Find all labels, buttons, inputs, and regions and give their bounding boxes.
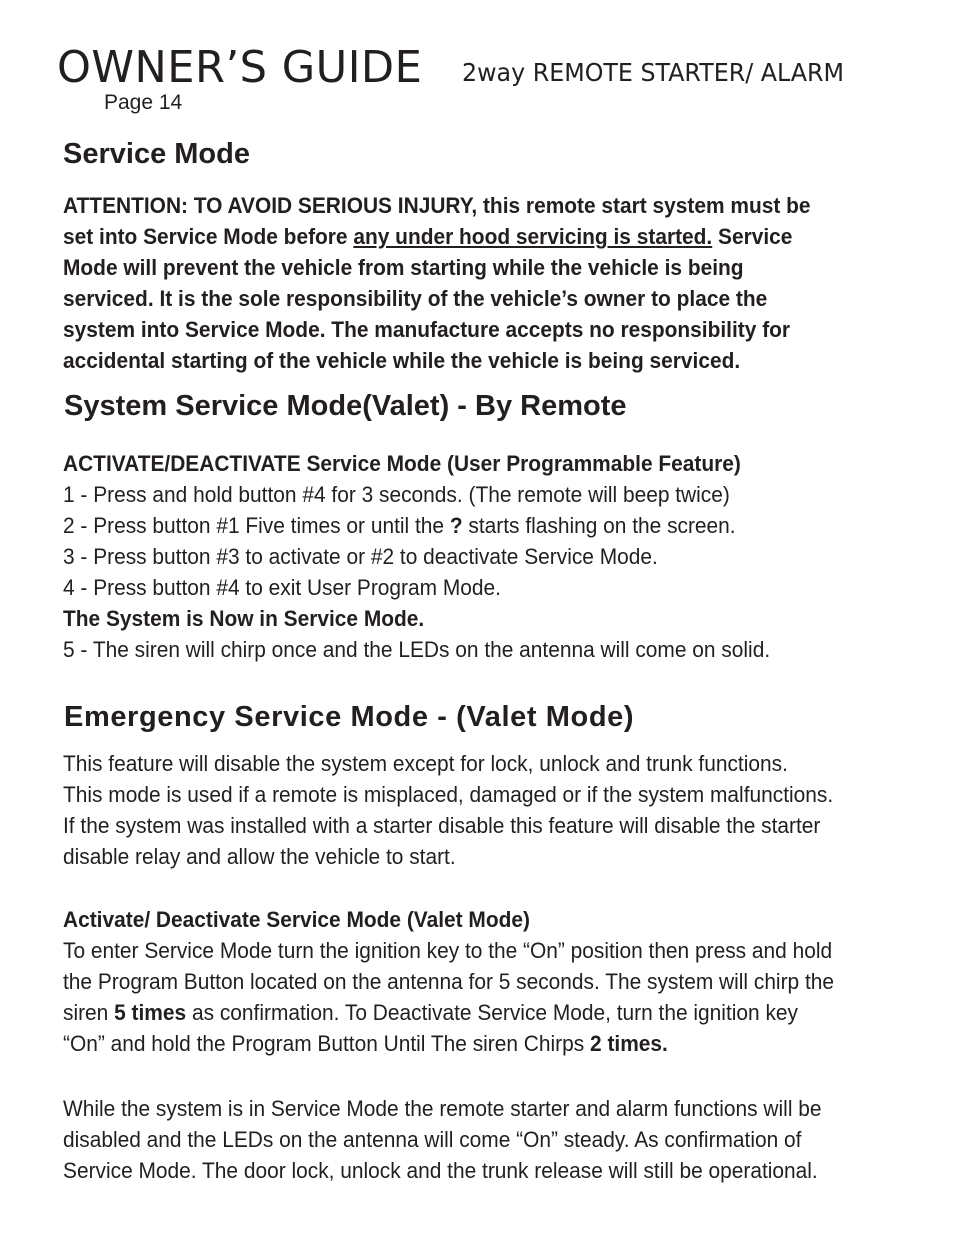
attention-line [63,221,880,252]
step-2 [63,510,880,541]
step-3: 3 - Press button #3 to activate or #2 to deactivate Service Mode. [63,544,658,569]
activate-subheading: Activate/ Deactivate Service Mode (Valet Mode) [63,907,530,932]
while-line: disabled and the LEDs on the antenna will come “On” steady. As confirmation of [63,1127,802,1152]
activate-line [63,997,880,1028]
while-line: While the system is in Service Mode the remote starter and alarm functions will be [63,1096,822,1121]
activate-paragraph [63,904,880,1059]
while-paragraph [63,1093,880,1186]
attention-text: Service [712,224,793,249]
attention-line: accidental starting of the vehicle while the vehicle is being serviced. [63,348,741,373]
system-service-heading: System Service Mode(Valet) - By Remote [64,390,627,422]
attention-text: set into Service Mode before [63,224,354,249]
attention-line: system into Service Mode. The manufacture accepts no responsibility for [63,317,791,342]
chirp-count-five: 5 times [114,1000,187,1025]
step-4: 4 - Press button #4 to exit User Program Mode. [63,575,501,600]
emergency-line: This mode is used if a remote is misplaced, damaged or if the system malfunctions. [63,782,834,807]
while-line: Service Mode. The door lock, unlock and the trunk release will still be operational. [63,1158,818,1183]
attention-underlined-text: any under hood servicing is started. [353,224,713,249]
activate-line [63,1028,880,1059]
emergency-line: disable relay and allow the vehicle to start. [63,844,456,869]
activate-text: “On” and hold the Program Button Until The siren Chirps [63,1031,591,1056]
activate-text: siren [63,1000,115,1025]
attention-line: ATTENTION: TO AVOID SERIOUS INJURY, this remote start system must be [63,193,811,218]
attention-line: Mode will prevent the vehicle from starting while the vehicle is being [63,255,744,280]
step-1: 1 - Press and hold button #4 for 3 seconds. (The remote will beep twice) [63,482,730,507]
emergency-heading: Emergency Service Mode - (Valet Mode) [64,701,635,733]
step-5: 5 - The siren will chirp once and the LEDs on the antenna will come on solid. [63,637,771,662]
step-2-text: starts flashing on the screen. [462,513,736,538]
service-mode-heading: Service Mode [63,138,250,170]
attention-line: serviced. It is the sole responsibility of the vehicle’s owner to place the [63,286,768,311]
activate-text: as confirmation. To Deactivate Service Mode, turn the ignition key [186,1000,798,1025]
service-mode-status: The System is Now in Service Mode. [63,606,425,631]
product-name: 2way REMOTE STARTER/ ALARM [462,58,845,87]
remote-steps [63,448,880,665]
page-number: Page 14 [104,91,183,114]
emergency-line: This feature will disable the system except for lock, unlock and trunk functions. [63,751,788,776]
emergency-paragraph [63,748,880,872]
activate-line: the Program Button located on the antenna for 5 seconds. The system will chirp the [63,969,835,994]
question-mark-symbol: ? [449,513,463,538]
step-2-text: 2 - Press button #1 Five times or until the [63,513,450,538]
remote-steps-subheading: ACTIVATE/DEACTIVATE Service Mode (User Programmable Feature) [63,451,741,476]
activate-line: To enter Service Mode turn the ignition key to the “On” position then press and hold [63,938,833,963]
guide-title: OWNER’S GUIDE [57,42,423,93]
chirp-count-two: 2 times. [590,1031,668,1056]
attention-paragraph [63,190,880,376]
emergency-line: If the system was installed with a starter disable this feature will disable the starter [63,813,821,838]
